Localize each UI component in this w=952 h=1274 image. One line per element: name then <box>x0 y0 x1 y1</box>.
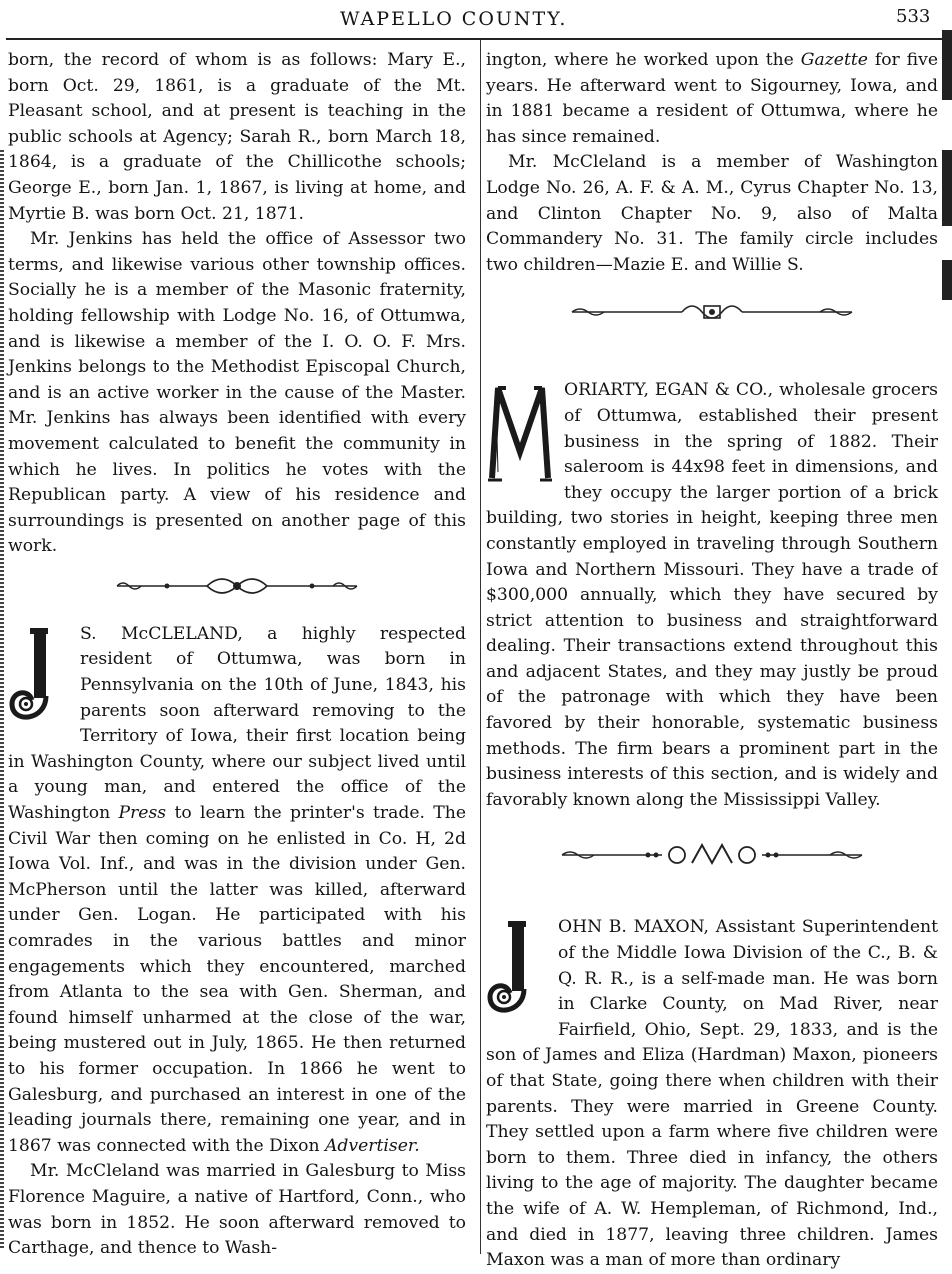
page-header <box>0 4 952 34</box>
right-column <box>486 48 938 1274</box>
ornamental-letter-m-icon <box>486 382 554 486</box>
section-ornament <box>8 566 466 616</box>
biography-maxon <box>486 915 938 1273</box>
text-run: to learn the printer's trade. The Civil War then coming on he enlisted in Co. H, 2d Iowa Vol. Inf., and was in the division under Gen. McPherson until the latter was killed, afterward under Gen. Logan. He participated with his comrades in the various battles and minor engagements which they encountered, marched from Atlanta to the sea with Gen. Sherman, and found himself unharmed at the close of the war, being mustered out in July, 1865. He then returned to his former occupation. In 1866 he went to Galesburg, and purchased an interest in one of the leading journals there, remaining one year, and in 1867 was connected with the Dixon <box>8 803 466 1156</box>
column-divider <box>480 40 481 1254</box>
paragraph: Mr. McCleland is a member of Washington Lodge No. 26, A. F. & A. M., Cyrus Chapter No. 13, and Clinton Chapter No. 9, also of Malta Commandery No. 31. The family circle includes two children—Mazie E. and Willie S. <box>486 152 938 275</box>
paragraph: born, the record of whom is as follows: Mary E., born Oct. 29, 1861, is a graduate of the Mt. Pleasant school, and at present is teaching in the public schools at Agency; Sarah R., born March 18, 1864, is a graduate of the Chillicothe schools; George E., born Jan. 1, 1867, is living at home, and Myrtie B. was born Oct. 21, 1871. <box>8 50 466 224</box>
page-number: 533 <box>896 6 931 27</box>
paragraph: ORIARTY, EGAN & CO., wholesale grocers of Ottumwa, established their present business in the spring of 1882. Their saleroom is 44x98 feet in dimensions, and they occupy the larger portion of a brick building, two stories in height, keeping three men constantly employed in traveling through Southern Iowa and Northern Missouri. They have a trade of $300,000 annually, which they have secured by strict attention to business and straightforward dealing. Their transactions extend throughout this and adjacent States, and they may justly be proud of the patronage with which they have been favored by their honorable, systematic business methods. The firm bears a prominent part in the business interests of this section, and is widely and favorably known along the Mississippi Valley. <box>486 380 938 810</box>
dropcap-j <box>486 919 548 1019</box>
text-run: S. McCLELAND, a highly respected resident of Ottumwa, was born in Pennsylvania on the 10th of June, 1843, his parents soon afterward removing to the Territory of Iowa, their first location being in Washington County, where our subject lived until a young man, and entered the office of the Washington <box>8 623 466 824</box>
binding-edge <box>0 150 4 1250</box>
paragraph: OHN B. MAXON, Assistant Superintendent of the Middle Iowa Division of the C., B. & Q. R. R., is a self-made man. He was born in Clarke County, on Mad River, near Fairfield, Ohio, Sept. 29, 1833, and is the son of James and Eliza (Hardman) Maxon, pioneers of that State, going there when children with their parents. They were married in Greene County. They settled upon a farm where five children were born to them. Three died in infancy, the others living to the age of majority. The daughter became the wife of A. W. Hempleman, of Richmond, Ind., and died in 1877, leaving three children. James Maxon was a man of more than ordinary <box>486 917 938 1271</box>
running-head: WAPELLO COUNTY. <box>340 8 568 30</box>
flourish-divider-icon <box>552 833 872 877</box>
dropcap-m <box>486 382 556 486</box>
dropcap-j <box>8 626 70 726</box>
paragraph <box>8 622 466 1159</box>
paragraph <box>486 48 938 150</box>
biography-mccleland <box>8 622 466 1262</box>
ornamental-letter-j-icon <box>486 919 544 1019</box>
italic-newspaper-name: Advertiser. <box>325 1135 420 1156</box>
header-rule <box>6 38 946 40</box>
ornamental-letter-j-icon <box>8 626 66 726</box>
text-run: for five years. He afterward went to Sigourney, Iowa, and in 1881 became a resident of Ottumwa, where he has since remained. <box>486 50 938 147</box>
section-ornament <box>486 292 938 352</box>
business-moriarty-egan <box>486 378 938 813</box>
text-run: ington, where he worked upon the <box>486 50 801 70</box>
paragraph: Mr. Jenkins has held the office of Assessor two terms, and likewise various other township offices. Socially he is a member of the Masonic fraternity, holding fellowship with Lodge No. 16, of Ottumwa, and is likewise a member of the I. O. O. F. Mrs. Jenkins belongs to the Methodist Episcopal Church, and is an active worker in the cause of the Master. Mr. Jenkins has always been identified with every movement calculated to benefit the community in which he lives. In politics he votes with the Republican party. A view of his residence and surroundings is presented on another page of this work. <box>8 229 466 557</box>
flourish-divider-icon <box>562 292 862 332</box>
left-column <box>8 48 466 1262</box>
thumb-tab-mark <box>942 260 952 300</box>
flourish-divider-icon <box>107 566 367 606</box>
italic-newspaper-name: Press <box>118 803 167 824</box>
italic-newspaper-name: Gazette <box>800 50 868 70</box>
thumb-tab-mark <box>942 150 952 226</box>
thumb-tab-mark <box>942 30 952 100</box>
paragraph: Mr. McCleland was married in Galesburg to Miss Florence Maguire, a native of Hartford, Conn., who was born in 1852. He soon afterward removed to Carthage, and thence to Wash- <box>8 1161 466 1259</box>
section-ornament <box>486 833 938 893</box>
